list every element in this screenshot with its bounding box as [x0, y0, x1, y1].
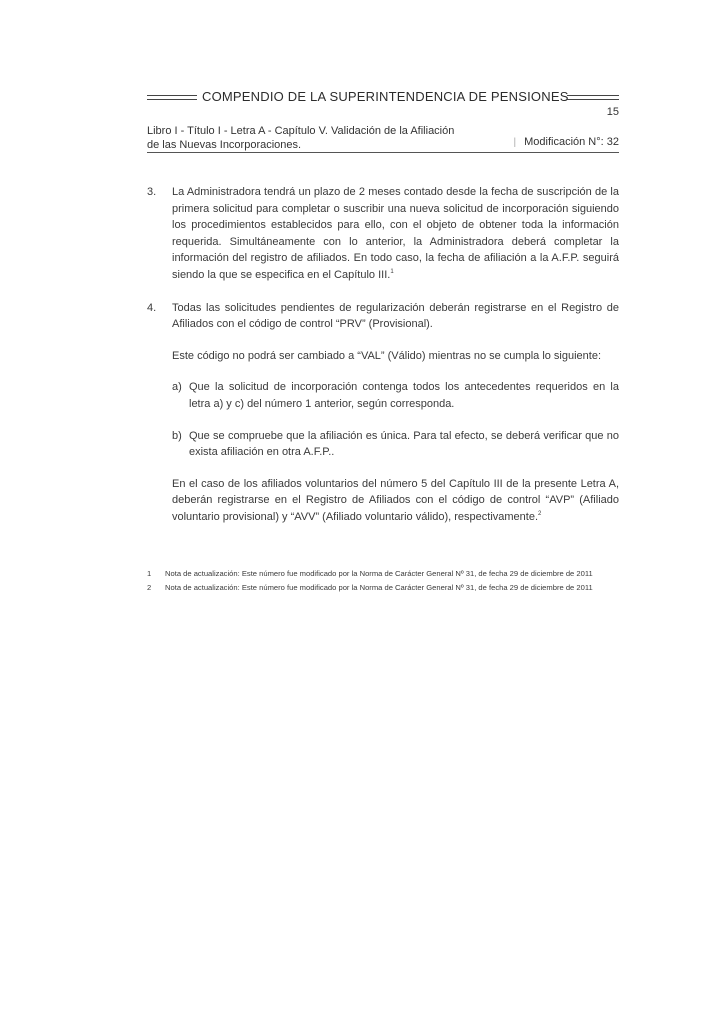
- list-item-3: [147, 184, 619, 284]
- item-number: 4.: [147, 301, 157, 314]
- header-double-rule-right: [567, 95, 619, 100]
- footnote-1: [147, 567, 619, 581]
- page-number: 15: [606, 106, 619, 118]
- item-4-text: Todas las solicitudes pendientes de regularización deberán registrarse en el Registro de Afiliados con el código de control “PRV” (Provisional).: [172, 301, 619, 331]
- document-title: COMPENDIO DE LA SUPERINTENDENCIA DE PENSIONES: [202, 89, 569, 104]
- header-title-row: [147, 89, 619, 107]
- sub-item-letter: a): [172, 381, 182, 394]
- footnote-text: Nota de actualización: Este número fue modificado por la Norma de Carácter General Nº 31, de fecha 29 de diciembre de 2011: [165, 569, 593, 578]
- footnote-ref-2: 2: [538, 510, 542, 517]
- header-divider: [147, 152, 619, 153]
- footnote-ref-1: 1: [390, 268, 394, 275]
- header-double-rule-left: [147, 95, 197, 100]
- sub-item-a-text: Que la solicitud de incorporación contenga todos los antecedentes requeridos en la letra a) y c) del número 1 anterior, según corresponda.: [189, 381, 619, 410]
- sub-item-letter: b): [172, 429, 182, 442]
- item-number: 3.: [147, 186, 157, 198]
- footnote-number: 2: [147, 583, 152, 592]
- modification-label: [514, 136, 620, 148]
- item-4-closing-text: En el caso de los afiliados voluntarios del número 5 del Capítulo III de la presente Letra A, deberán registrarse en el Registro de Afiliados con el código de control “AVP” (Afiliado voluntario provisional) y “AVV” (Afiliado voluntario válido), respectivamente.: [172, 477, 619, 523]
- item-3-text: La Administradora tendrá un plazo de 2 meses contado desde la fecha de suscripción de la primera solicitud para completar o suscribir una nueva solicitud de incorporación siguiendo los procedimientos establecidos para ello, con el objeto de obtener toda la información requerida. Simultáneamente con lo anterior, la Administradora deberá completar la información del registro de afiliados. En todo caso, la fecha de afiliación a la A.F.P. seguirá siendo la que se especifica en el Capítulo III.: [172, 186, 619, 281]
- footnote-2: [147, 581, 619, 595]
- item-4-intro: Este código no podrá ser cambiado a “VAL” (Válido) mientras no se cumpla lo siguiente:: [172, 349, 602, 362]
- footnotes: [147, 567, 619, 595]
- item-4-closing: [147, 476, 619, 526]
- list-item-4: [147, 300, 619, 333]
- footnote-number: 1: [147, 569, 152, 578]
- sub-item-b: [147, 428, 619, 461]
- breadcrumb: [147, 124, 454, 152]
- sub-item-b-text: Que se compruebe que la afiliación es única. Para tal efecto, se deberá verificar que no exista afiliación en otra A.F.P..: [189, 429, 619, 459]
- footnote-text: Nota de actualización: Este número fue modificado por la Norma de Carácter General Nº 31, de fecha 29 de diciembre de 2011: [165, 583, 593, 592]
- header-separator: |: [513, 137, 517, 148]
- breadcrumb-line-1: Libro I - Título I - Letra A - Capítulo V. Validación de la Afiliación: [147, 125, 455, 137]
- main-content: [147, 184, 619, 526]
- breadcrumb-line-2: de las Nuevas Incorporaciones.: [147, 139, 302, 151]
- sub-item-a: [147, 379, 619, 412]
- modification-number: Modificación N°: 32: [524, 136, 619, 148]
